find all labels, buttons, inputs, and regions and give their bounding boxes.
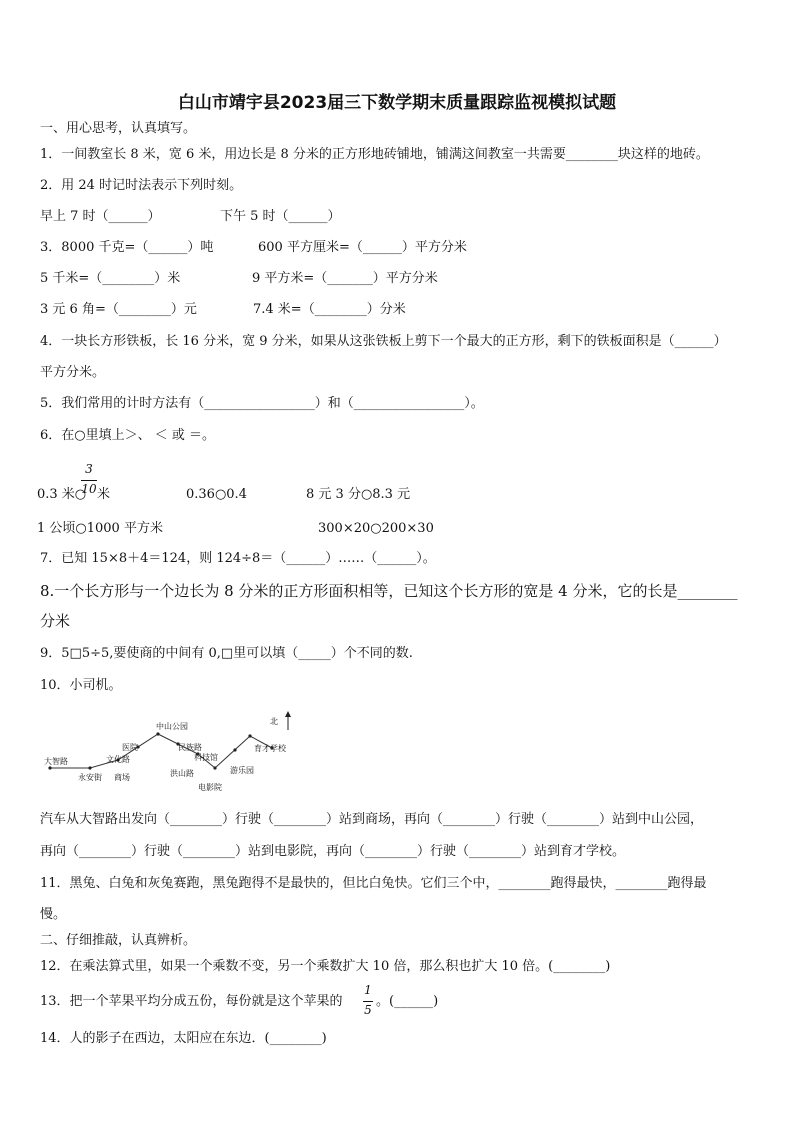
- question-10: 10．小司机。: [40, 678, 122, 693]
- question-3-item-d: 9 平方米=（_______）平方分米: [252, 271, 438, 286]
- place-label: 科技馆: [194, 753, 218, 762]
- question-9: 9．5□5÷5,要使商的中间有 0,□里可以填（_____）个不同的数.: [40, 646, 413, 661]
- question-3-item-e: 3 元 6 角=（________）元: [40, 302, 197, 317]
- fraction-denominator: 5: [364, 1003, 372, 1017]
- fraction-bar: [81, 480, 97, 481]
- stop-zhongshan: [156, 732, 159, 735]
- question-6-item-a-unit: 米: [97, 487, 111, 502]
- section-2-heading: 二、仔细推敲，认真辨析。: [40, 933, 197, 948]
- page-title: 白山市靖宇县2023届三下数学期末质量跟踪监视模拟试题: [177, 93, 617, 113]
- question-3-item-b: 600 平方厘米=（______）平方分米: [258, 240, 467, 255]
- question-2-item-b: 下午 5 时（______）: [220, 209, 341, 224]
- question-2: 2．用 24 时记时法表示下列时刻。: [40, 178, 243, 193]
- stop-dazhi: [48, 766, 51, 769]
- north-label: 北: [270, 717, 278, 726]
- place-label: 洪山路: [170, 769, 194, 778]
- north-arrow-icon: [285, 711, 291, 717]
- place-label: 文化路: [106, 755, 130, 764]
- stop-dianying: [213, 766, 216, 769]
- stop-yongan: [88, 766, 91, 769]
- stop-bend: [248, 734, 251, 737]
- question-7: 7．已知 15×8＋4＝124，则 124÷8＝（______）……（______）。: [40, 551, 436, 566]
- question-4-line-1: 4．一块长方形铁板，长 16 分米，宽 9 分米，如果从这张铁板上剪下一个最大的正方形，剩下的铁板面积是（______）: [40, 334, 727, 349]
- place-label: 大智路: [44, 757, 68, 766]
- question-13-prefix: 13．把一个苹果平均分成五份，每份就是这个苹果的: [40, 994, 343, 1009]
- question-13-suffix: 。(______): [376, 994, 439, 1009]
- question-11-line-2: 慢。: [40, 907, 67, 922]
- section-1-heading: 一、用心思考，认真填写。: [40, 121, 197, 136]
- place-label: 育才学校: [254, 744, 286, 753]
- place-label: 中山公园: [156, 722, 188, 731]
- question-5: 5．我们常用的计时方法有（_________________）和（_________________）。: [40, 396, 484, 411]
- question-12: 12．在乘法算式里，如果一个乘数不变，另一个乘数扩大 10 倍，那么积也扩大 10 倍。(________): [40, 959, 611, 974]
- question-3-item-f: 7.4 米=（________）分米: [253, 302, 406, 317]
- question-10-line-1: 汽车从大智路出发向（________）行驶（________）站到商场，再向（________）行驶（________）站到中山公园，: [40, 812, 704, 827]
- question-2-item-a: 早上 7 时（______）: [40, 209, 161, 224]
- question-8-line-2: 分米: [40, 612, 71, 630]
- place-label: 电影院: [198, 783, 222, 792]
- question-4-line-2: 平方分米。: [40, 365, 106, 380]
- route-line: [50, 734, 272, 768]
- question-8-line-1: 8.一个长方形与一个边长为 8 分米的正方形面积相等，已知这个长方形的宽是 4 分米，它的长是________: [40, 582, 738, 600]
- question-14: 14．人的影子在西边，太阳应在东边．(________): [40, 1031, 327, 1046]
- place-label: 商场: [114, 773, 130, 782]
- question-1: 1．一间教室长 8 米，宽 6 米，用边长是 8 分米的正方形地砖铺地，铺满这间教室一共需要________块这样的地砖。: [40, 147, 709, 162]
- fraction-bar: [363, 1001, 373, 1002]
- place-label: 医院: [122, 743, 138, 752]
- question-6: 6．在○里填上＞、 ＜ 或 ＝。: [40, 428, 216, 443]
- question-6-item-b: 0.36○0.4: [186, 487, 247, 502]
- question-6-item-a-prefix: 0.3 米○: [37, 487, 87, 502]
- place-label: 民族路: [178, 743, 202, 752]
- question-6-item-d: 1 公顷○1000 平方米: [37, 521, 163, 536]
- fraction-numerator: 1: [364, 983, 372, 997]
- route-map: [40, 710, 320, 800]
- question-3-item-a: 3．8000 千克=（______）吨: [40, 240, 214, 255]
- place-label: 永安街: [78, 773, 102, 782]
- place-label: 游乐园: [230, 766, 254, 775]
- question-11-line-1: 11．黑兔、白兔和灰兔赛跑，黑兔跑得不是最快的，但比白兔快。它们三个中，________跑得最快，________跑得最: [40, 876, 707, 891]
- question-6-item-e: 300×20○200×30: [318, 521, 434, 536]
- stop-youle: [233, 748, 236, 751]
- fraction-denominator: 10: [81, 482, 97, 496]
- question-3-item-c: 5 千米=（________）米: [40, 271, 181, 286]
- question-10-line-2: 再向（________）行驶（________）站到电影院，再向（________）行驶（________）站到育才学校。: [40, 844, 626, 859]
- fraction-numerator: 3: [85, 462, 93, 476]
- question-6-item-c: 8 元 3 分○8.3 元: [306, 487, 411, 502]
